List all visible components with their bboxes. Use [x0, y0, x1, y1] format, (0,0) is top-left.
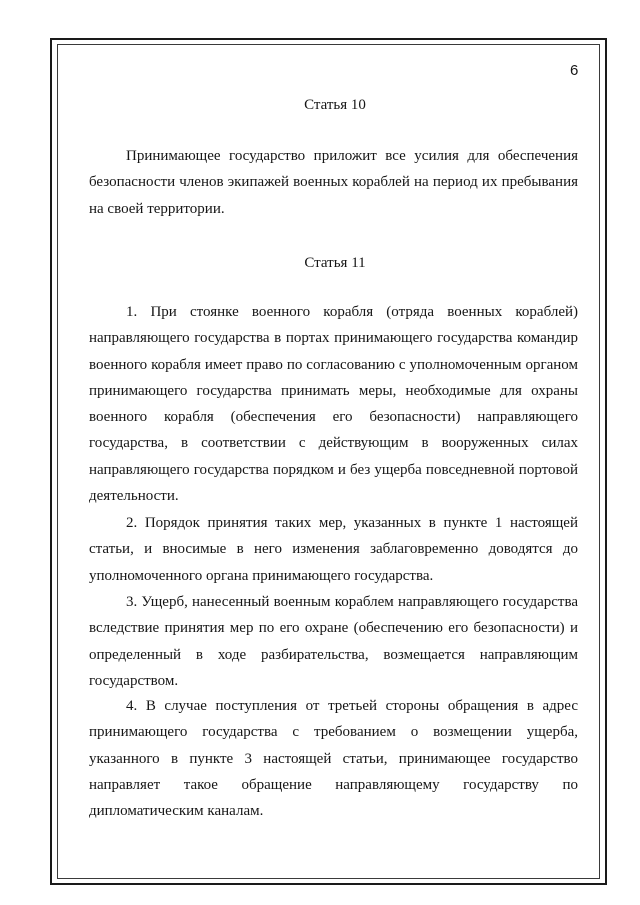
article-11-paragraph-1: 1. При стоянке военного корабля (отряда военных кораблей) направляющего государства в портах принимающего государства командир военного корабля имеет право по согласованию с уполномоченным органом принимающего государства принимать меры, необходимые для охраны военного корабля (обеспечения его безопасности) направляющего государства, в соответствии с действующим в вооруженных силах направляющего государства порядком и без ущерба повседневной портовой деятельности.: [89, 304, 578, 505]
page-number: 6: [570, 62, 579, 79]
article-10-text: Принимающее государство приложит все усилия для обеспечения безопасности членов экипажей военных кораблей на период их пребывания на своей территории.: [89, 148, 578, 217]
article-10-heading: Статья 10: [304, 97, 366, 113]
article-11-heading: Статья 11: [304, 255, 366, 271]
article-11-paragraph-4: 4. В случае поступления от третьей стороны обращения в адрес принимающего государства с требованием о возмещении ущерба, указанного в пункте 3 настоящей статьи, принимающее государство направляет такое обращение направляющему государству по дипломатическим каналам.: [89, 698, 578, 820]
article-11-paragraph-3: 3. Ущерб, нанесенный военным кораблем направляющего государства вследствие принятия мер по его охране (обеспечению его безопасности) и определенный в ходе разбирательства, возмещается направляющим государством.: [89, 594, 578, 689]
article-11-paragraph-2: 2. Порядок принятия таких мер, указанных в пункте 1 настоящей статьи, и вносимые в него изменения заблаговременно доводятся до уполномоченного органа принимающего государства.: [89, 515, 578, 584]
